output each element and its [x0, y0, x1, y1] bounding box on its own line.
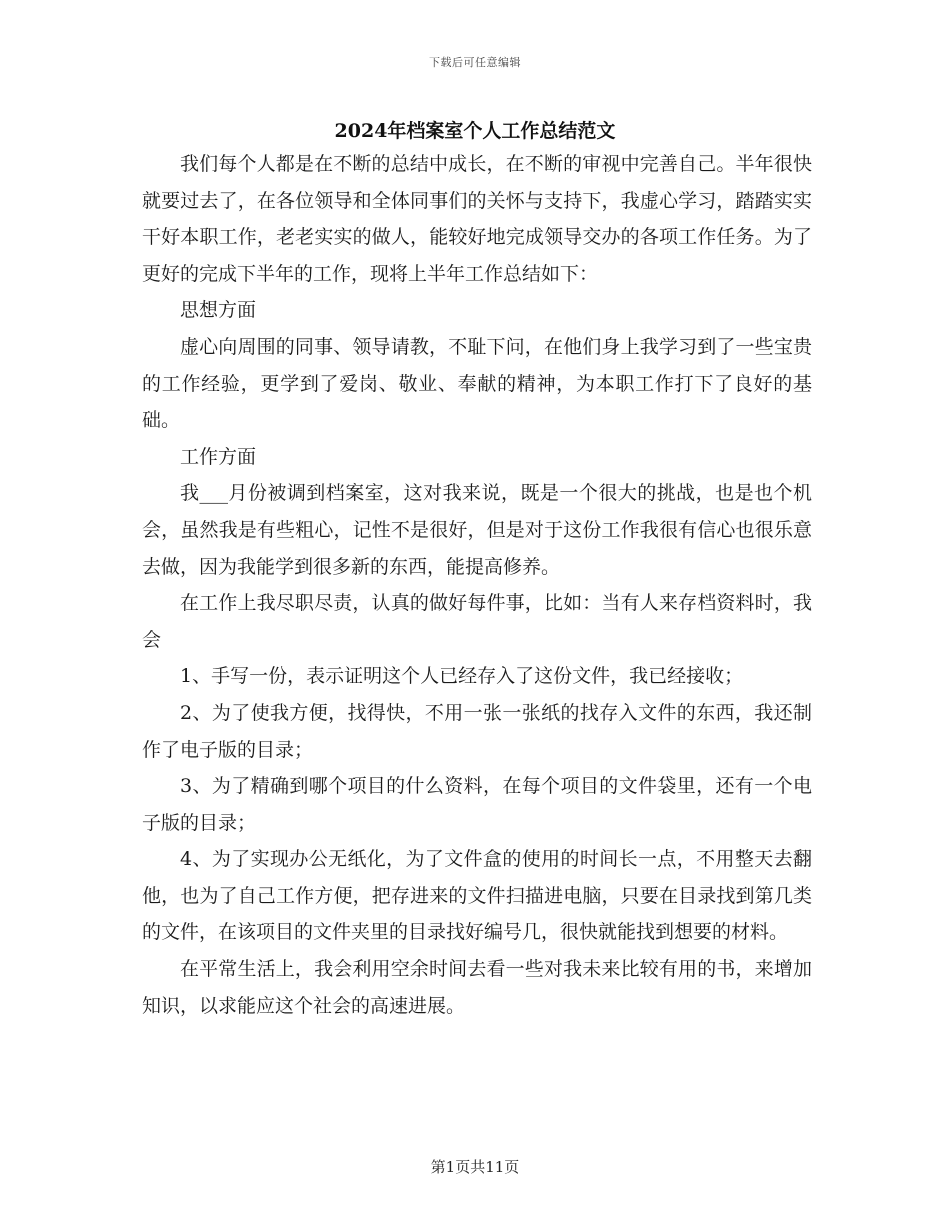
paragraph-work-1: 我___月份被调到档案室，这对我来说，既是一个很大的挑战，也是也个机会，虽然我是有些粗心，记性不是很好，但是对于这份工作我很有信心也很乐意去做，因为我能学到很多新的东西，能提高修养。 — [142, 482, 812, 578]
document-body — [142, 146, 812, 1024]
list-item-3: 3、为了精确到哪个项目的什么资料，在每个项目的文件袋里，还有一个电子版的目录； — [142, 775, 812, 834]
page-number: 第1页共11页 — [430, 1158, 520, 1176]
paragraph-thought: 虚心向周围的同事、领导请教，不耻下问，在他们身上我学习到了一些宝贵的工作经验，更学到了爱岗、敬业、奉献的精神，为本职工作打下了良好的基础。 — [142, 335, 812, 432]
paragraph-life: 在平常生活上，我会利用空余时间去看一些对我未来比较有用的书，来增加知识，以求能应这个社会的高速进展。 — [142, 958, 812, 1017]
list-item-2: 2、为了使我方便，找得快，不用一张一张纸的找存入文件的东西，我还制作了电子版的目录； — [142, 701, 812, 761]
section-heading-work: 工作方面 — [180, 445, 257, 468]
page-header-note: 下载后可任意编辑 — [429, 56, 521, 69]
list-item-4: 4、为了实现办公无纸化，为了文件盒的使用的时间长一点，不用整天去翻他，也为了自己工作方便，把存进来的文件扫描进电脑，只要在目录找到第几类的文件，在该项目的文件夹里的目录找好编号几，很快就能找到想要的材料。 — [142, 848, 812, 944]
section-heading-thought: 思想方面 — [180, 299, 257, 322]
paragraph-work-2: 在工作上我尽职尽责，认真的做好每件事，比如：当有人来存档资料时，我会 — [142, 592, 812, 651]
paragraph-intro: 我们每个人都是在不断的总结中成长，在不断的审视中完善自己。半年很快就要过去了，在各位领导和全体同事们的关怀与支持下，我虚心学习，踏踏实实干好本职工作，老老实实的做人，能较好地完成领导交办的各项工作任务。为了更好的完成下半年的工作，现将上半年工作总结如下： — [142, 153, 812, 285]
document-title: 2024年档案室个人工作总结范文 — [334, 120, 616, 142]
list-item-1: 1、手写一份，表示证明这个人已经存入了这份文件，我已经接收； — [180, 665, 744, 688]
